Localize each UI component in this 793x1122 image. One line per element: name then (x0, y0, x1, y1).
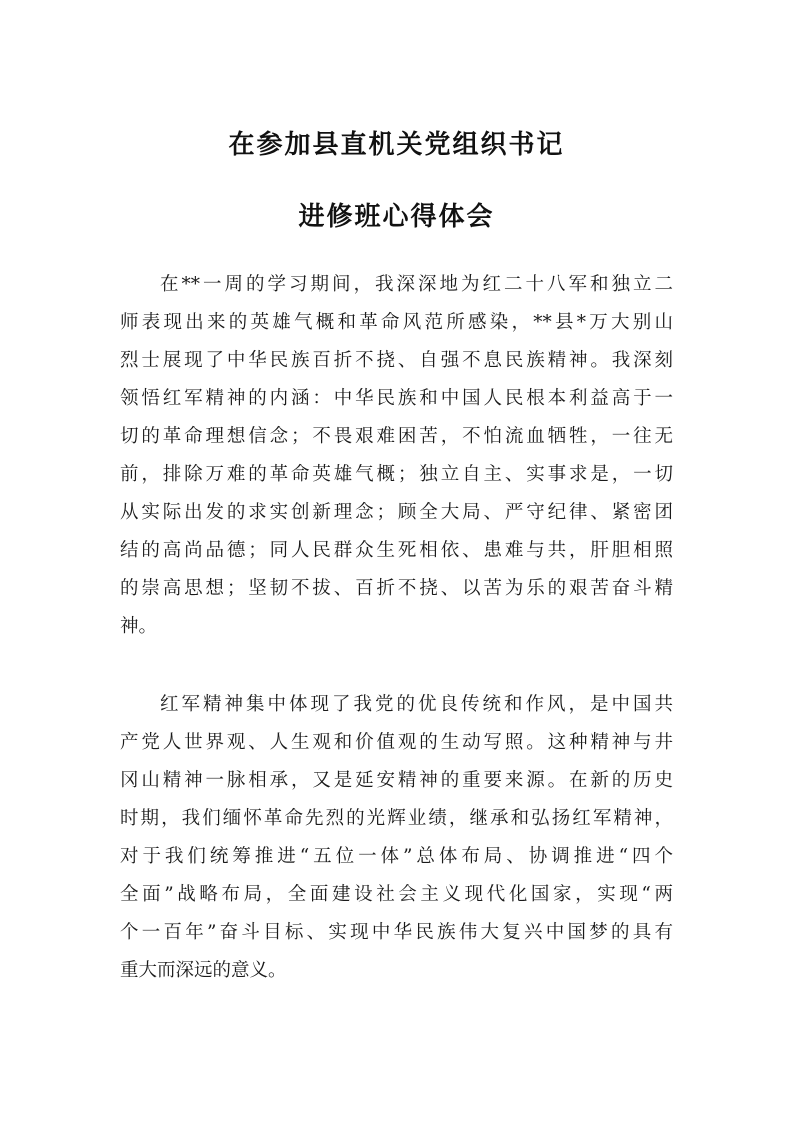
paragraph-line: 从实际出发的求实创新理念；顾全大局、严守纪律、紧密团 (120, 502, 673, 523)
paragraph-line: 神。 (120, 616, 158, 637)
paragraph-line: 产党人世界观、人生观和价值观的生动写照。这种精神与井 (120, 732, 673, 753)
paragraph-line: 个一百年”奋斗目标、实现中华民族伟大复兴中国梦的具有 (120, 922, 673, 943)
paragraph-line: 对于我们统筹推进“五位一体”总体布局、协调推进“四个 (120, 846, 673, 867)
paragraph-line: 前，排除万难的革命英雄气概；独立自主、实事求是，一切 (120, 464, 673, 485)
paragraph-line: 切的革命理想信念；不畏艰难困苦，不怕流血牺牲，一往无 (120, 426, 673, 447)
paragraph-line: 的崇高思想；坚韧不拔、百折不挠、以苦为乐的艰苦奋斗精 (120, 578, 673, 599)
paragraph-line: 在**一周的学习期间，我深深地为红二十八军和独立二 (160, 274, 673, 295)
paragraph-line: 时期，我们缅怀革命先烈的光辉业绩，继承和弘扬红军精神， (120, 808, 673, 829)
paragraph-line: 全面”战略布局，全面建设社会主义现代化国家，实现“两 (120, 884, 673, 905)
title-line-2: 进修班心得体会 (298, 202, 495, 232)
paragraph-1 (120, 266, 673, 646)
paragraph-2 (120, 686, 673, 990)
paragraph-line: 冈山精神一脉相承，又是延安精神的重要来源。在新的历史 (120, 770, 673, 791)
paragraph-line: 重大而深远的意义。 (120, 960, 287, 981)
paragraph-line: 领悟红军精神的内涵：中华民族和中国人民根本利益高于一 (120, 388, 673, 409)
paragraph-line: 结的高尚品德；同人民群众生死相依、患难与共，肝胆相照 (120, 540, 673, 561)
title-line-1: 在参加县直机关党组织书记 (228, 130, 565, 160)
paragraph-line: 烈士展现了中华民族百折不挠、自强不息民族精神。我深刻 (120, 350, 673, 371)
paragraph-line: 红军精神集中体现了我党的优良传统和作风，是中国共 (160, 694, 673, 715)
paragraph-line: 师表现出来的英雄气概和革命风范所感染，**县*万大别山 (120, 312, 673, 333)
